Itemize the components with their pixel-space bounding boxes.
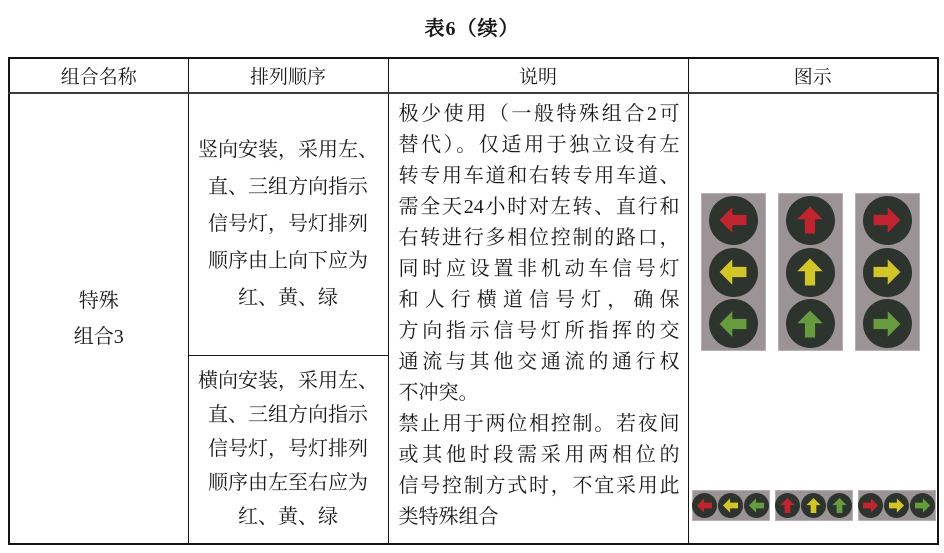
signal-lens-red (775, 493, 800, 518)
arrangement-line: 顺序由上向下应为 (208, 249, 368, 272)
description-line: 信号控制方式时，不宜采用此 (398, 475, 680, 497)
signal-lens-green (827, 493, 852, 518)
signal-lens-yellow (801, 493, 826, 518)
arrangement-line: 红、黄、绿 (238, 506, 338, 529)
arrangement-line: 直、三组方向指示 (208, 404, 368, 427)
up-arrow-signal-head (775, 490, 853, 521)
table-row (9, 93, 938, 355)
arrangement-line: 竖向安装，采用左、 (198, 138, 378, 161)
up-arrow-icon (830, 496, 849, 515)
signal-lens-green (786, 299, 835, 348)
arrangement-cell-vertical (188, 93, 388, 355)
horizontal-signal-group (692, 490, 936, 521)
signal-lens-red (863, 196, 912, 245)
combination-name-line: 组合3 (73, 325, 124, 348)
left-arrow-icon (695, 496, 714, 515)
description-line: 或其他时段需采用两相位的 (398, 444, 680, 466)
combination-name-line: 特殊 (78, 289, 119, 312)
right-arrow-icon (870, 255, 904, 289)
signal-lens-yellow (884, 493, 909, 518)
right-arrow-icon (870, 307, 904, 341)
description-line: 右转进行多相位控制的路口， (398, 227, 680, 249)
signal-lens-green (910, 493, 935, 518)
description-line: 通流与其他交通流的通行权 (398, 351, 680, 373)
signal-lens-red (692, 493, 717, 518)
up-arrow-icon (793, 255, 827, 289)
description-line: 转专用车道和右转专用车道、 (398, 165, 680, 187)
signal-lens-green (863, 299, 912, 348)
right-arrow-icon (913, 496, 932, 515)
description-line: 极少使用（一般特殊组合2可 (398, 103, 680, 125)
description-line: 和人行横道信号灯，确保 (398, 289, 680, 311)
arrangement-line: 信号灯，号灯排列 (208, 212, 368, 235)
combination-name-cell (9, 93, 188, 544)
description-line: 需全天24小时对左转、直行和 (398, 196, 680, 218)
left-arrow-icon (716, 203, 750, 237)
arrangement-line: 红、黄、绿 (238, 286, 338, 309)
up-arrow-icon (793, 307, 827, 341)
description-line: 方向指示信号灯所指挥的交 (398, 320, 680, 342)
right-arrow-icon (861, 496, 880, 515)
arrangement-line: 直、三组方向指示 (208, 175, 368, 198)
header-description: 说明 (388, 58, 688, 93)
table-title: 表6（续） (424, 18, 520, 40)
description-line: 同时应设置非机动车信号灯 (398, 258, 680, 280)
right-arrow-signal-head (858, 490, 936, 521)
left-arrow-signal-head (701, 193, 766, 351)
header-arrangement-order: 排列顺序 (188, 58, 388, 93)
vertical-signal-group (701, 193, 920, 351)
arrangement-line: 信号灯，号灯排列 (208, 438, 368, 461)
signal-lens-red (858, 493, 883, 518)
left-arrow-icon (747, 496, 766, 515)
left-arrow-icon (721, 496, 740, 515)
description-paragraph (399, 409, 680, 533)
signal-lens-yellow (786, 248, 835, 297)
up-arrow-icon (778, 496, 797, 515)
right-arrow-signal-head (855, 193, 920, 351)
signal-lens-yellow (718, 493, 743, 518)
signal-lens-green (744, 493, 769, 518)
left-arrow-icon (716, 307, 750, 341)
illustration-cell (688, 93, 938, 544)
right-arrow-icon (887, 496, 906, 515)
description-line: 不冲突。 (398, 382, 479, 404)
signal-lens-yellow (709, 248, 758, 297)
right-arrow-icon (870, 203, 904, 237)
header-row (9, 58, 938, 93)
signal-lens-red (786, 196, 835, 245)
left-arrow-icon (716, 255, 750, 289)
header-illustration: 图示 (688, 58, 938, 93)
up-arrow-icon (804, 496, 823, 515)
header-combination-name: 组合名称 (9, 58, 188, 93)
signal-combination-table (8, 57, 939, 545)
arrangement-line: 顺序由左至右应为 (208, 472, 368, 495)
left-arrow-signal-head (692, 490, 770, 521)
description-line: 替代）。仅适用于独立设有左 (398, 134, 680, 156)
up-arrow-signal-head (778, 193, 843, 351)
description-line: 禁止用于两位相控制。若夜间 (398, 413, 680, 435)
description-paragraph (399, 99, 680, 409)
arrangement-line: 横向安装，采用左、 (198, 370, 378, 393)
up-arrow-icon (793, 203, 827, 237)
arrangement-cell-horizontal (188, 355, 388, 544)
description-line: 类特殊组合 (398, 506, 499, 528)
signal-lens-yellow (863, 248, 912, 297)
signal-lens-green (709, 299, 758, 348)
description-cell (388, 93, 688, 544)
signal-lens-red (709, 196, 758, 245)
